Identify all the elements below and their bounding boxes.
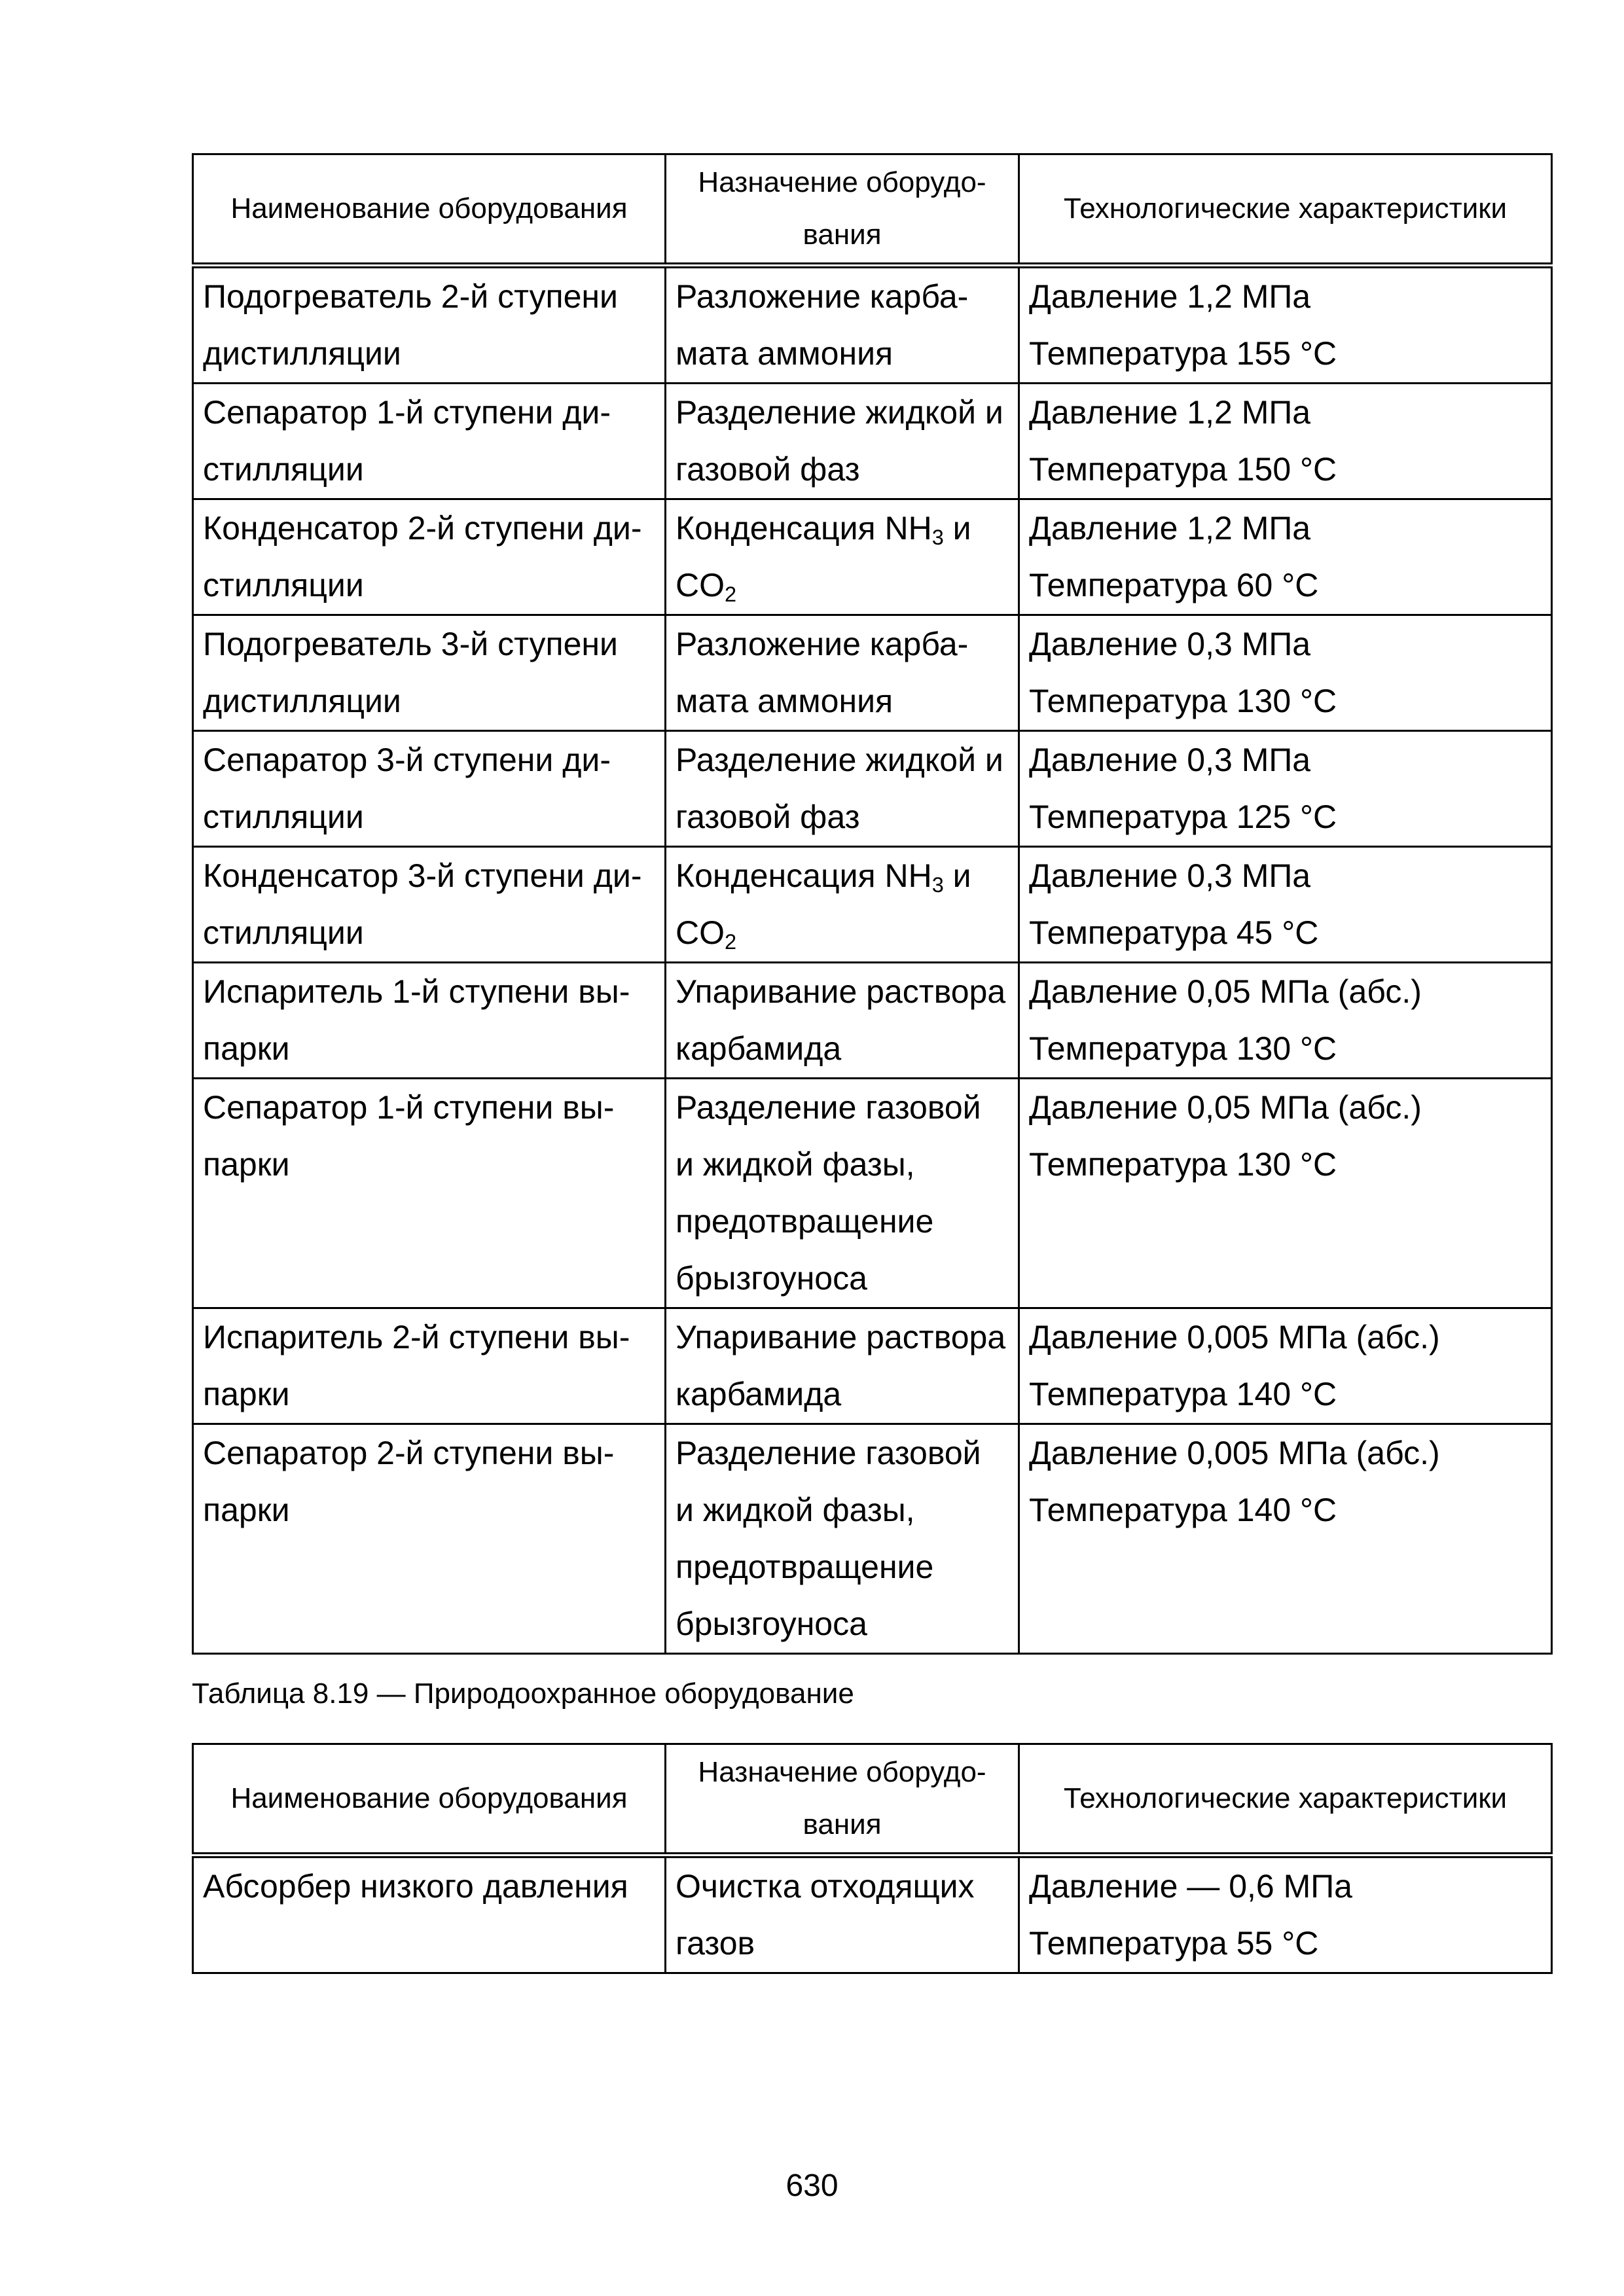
cell-line: Температура 130 °C	[1029, 1146, 1337, 1183]
cell-line: Абсорбер низкого давления	[203, 1868, 628, 1905]
cell-line: стилляции	[203, 914, 364, 951]
cell-line: Температура 150 °C	[1029, 451, 1337, 488]
table-row	[193, 963, 1552, 1079]
cell-line: Разложение карба-	[676, 278, 969, 315]
cell-line: Температура 45 °C	[1029, 914, 1319, 951]
cell-line: Разделение газовой	[676, 1089, 981, 1126]
equipment-name-cell	[193, 1856, 666, 1973]
cell-line: Давление 0,3 МПа	[1029, 742, 1311, 778]
page-number: 630	[785, 2168, 839, 2203]
equipment-name-cell	[193, 384, 666, 499]
equipment-name-cell	[193, 847, 666, 963]
cell-line: Сепаратор 2-й ступени вы-	[203, 1435, 615, 1471]
tech-specs-cell	[1019, 384, 1552, 499]
equipment-purpose-cell	[666, 384, 1019, 499]
cell-line: $CO_2$	[676, 914, 737, 954]
environmental-equipment-table-body	[193, 1856, 1552, 1973]
cell-line: карбамида	[676, 1376, 842, 1412]
equipment-table	[192, 153, 1553, 1655]
cell-line: Температура 130 °C	[1029, 1030, 1337, 1067]
cell-line: Сепаратор 3-й ступени ди-	[203, 742, 611, 778]
cell-line: брызгоуноса	[676, 1605, 867, 1642]
equipment-name-cell	[193, 1424, 666, 1654]
header-line: Технологические характеристики	[1063, 192, 1507, 224]
cell-line: газов	[676, 1925, 755, 1962]
header-line: Технологические характеристики	[1063, 1782, 1507, 1814]
tech-specs-cell	[1019, 615, 1552, 731]
cell-line: парки	[203, 1030, 290, 1067]
equipment-purpose-cell	[666, 499, 1019, 615]
tech-specs-cell	[1019, 963, 1552, 1079]
cell-line: Разделение газовой	[676, 1435, 981, 1471]
cell-line: дистилляции	[203, 335, 401, 372]
cell-line: Давление 0,3 МПа	[1029, 857, 1311, 894]
cell-line: Давление 0,005 МПа (абс.)	[1029, 1435, 1440, 1471]
table-header-row	[193, 1744, 1552, 1856]
tech-specs-cell	[1019, 1079, 1552, 1308]
cell-line: стилляции	[203, 451, 364, 488]
header-tech-specs	[1019, 1744, 1552, 1856]
header-equipment-name	[193, 154, 666, 266]
tech-specs-cell	[1019, 731, 1552, 847]
header-line: Назначение оборудо-	[698, 1756, 986, 1788]
table-row	[193, 266, 1552, 384]
equipment-purpose-cell	[666, 731, 1019, 847]
environmental-equipment-table	[192, 1743, 1553, 1974]
table-header-row	[193, 154, 1552, 266]
cell-line: дистилляции	[203, 683, 401, 719]
cell-line: карбамида	[676, 1030, 842, 1067]
table-row	[193, 615, 1552, 731]
tech-specs-cell	[1019, 499, 1552, 615]
equipment-purpose-cell	[666, 1308, 1019, 1424]
cell-line: Конденсация $NH_3$ и	[676, 510, 971, 550]
equipment-purpose-cell	[666, 1424, 1019, 1654]
cell-line: брызгоуноса	[676, 1260, 867, 1297]
table-row	[193, 1308, 1552, 1424]
cell-line: Разделение жидкой и	[676, 394, 1003, 431]
tech-specs-cell	[1019, 847, 1552, 963]
equipment-name-cell	[193, 266, 666, 384]
equipment-purpose-cell	[666, 963, 1019, 1079]
cell-line: $CO_2$	[676, 567, 737, 607]
tech-specs-cell	[1019, 1856, 1552, 1973]
equipment-name-cell	[193, 1079, 666, 1308]
cell-line: мата аммония	[676, 335, 893, 372]
header-equipment-purpose	[666, 154, 1019, 266]
tech-specs-cell	[1019, 266, 1552, 384]
cell-line: Сепаратор 1-й ступени вы-	[203, 1089, 615, 1126]
cell-line: Давление 1,2 МПа	[1029, 394, 1311, 431]
table-row	[193, 1079, 1552, 1308]
cell-line: Давление 0,05 МПа (абс.)	[1029, 1089, 1422, 1126]
cell-line: газовой фаз	[676, 798, 860, 835]
equipment-name-cell	[193, 1308, 666, 1424]
equipment-name-cell	[193, 499, 666, 615]
cell-line: Подогреватель 2-й ступени	[203, 278, 618, 315]
table-row	[193, 499, 1552, 615]
cell-line: Упаривание раствора	[676, 1319, 1006, 1355]
cell-line: Температура 60 °C	[1029, 567, 1319, 603]
header-tech-specs	[1019, 154, 1552, 266]
cell-line: парки	[203, 1492, 290, 1528]
cell-line: Температура 155 °C	[1029, 335, 1337, 372]
header-line: вания	[803, 219, 882, 251]
cell-line: Давление 1,2 МПа	[1029, 510, 1311, 547]
table-row	[193, 847, 1552, 963]
table-row	[193, 1424, 1552, 1654]
equipment-purpose-cell	[666, 266, 1019, 384]
cell-line: Давление 1,2 МПа	[1029, 278, 1311, 315]
table-caption: Таблица 8.19 — Природоохранное оборудование	[192, 1677, 854, 1710]
equipment-name-cell	[193, 963, 666, 1079]
equipment-purpose-cell	[666, 847, 1019, 963]
header-equipment-name	[193, 1744, 666, 1856]
equipment-table-body	[193, 266, 1552, 1654]
cell-line: Разделение жидкой и	[676, 742, 1003, 778]
table-row	[193, 384, 1552, 499]
equipment-purpose-cell	[666, 615, 1019, 731]
header-line: Назначение оборудо-	[698, 166, 986, 198]
cell-line: Конденсация $NH_3$ и	[676, 857, 971, 897]
header-line: вания	[803, 1808, 882, 1840]
equipment-name-cell	[193, 615, 666, 731]
tech-specs-cell	[1019, 1424, 1552, 1654]
cell-line: парки	[203, 1146, 290, 1183]
cell-line: Испаритель 1-й ступени вы-	[203, 973, 630, 1010]
cell-line: Упаривание раствора	[676, 973, 1006, 1010]
cell-line: Конденсатор 2-й ступени ди-	[203, 510, 642, 547]
cell-line: Подогреватель 3-й ступени	[203, 626, 618, 662]
cell-line: предотвращение	[676, 1203, 934, 1240]
cell-line: мата аммония	[676, 683, 893, 719]
cell-line: стилляции	[203, 567, 364, 603]
header-line: Наименование оборудования	[230, 192, 628, 224]
cell-line: Давление — 0,6 МПа	[1029, 1868, 1352, 1905]
header-equipment-purpose	[666, 1744, 1019, 1856]
cell-line: Конденсатор 3-й ступени ди-	[203, 857, 642, 894]
table-row	[193, 731, 1552, 847]
cell-line: Испаритель 2-й ступени вы-	[203, 1319, 630, 1355]
tech-specs-cell	[1019, 1308, 1552, 1424]
cell-line: Давление 0,05 МПа (абс.)	[1029, 973, 1422, 1010]
header-line: Наименование оборудования	[230, 1782, 628, 1814]
cell-line: Сепаратор 1-й ступени ди-	[203, 394, 611, 431]
equipment-purpose-cell	[666, 1079, 1019, 1308]
cell-line: Давление 0,005 МПа (абс.)	[1029, 1319, 1440, 1355]
cell-line: Температура 140 °C	[1029, 1376, 1337, 1412]
cell-line: стилляции	[203, 798, 364, 835]
cell-line: предотвращение	[676, 1549, 934, 1585]
equipment-name-cell	[193, 731, 666, 847]
cell-line: Температура 140 °C	[1029, 1492, 1337, 1528]
cell-line: Температура 125 °C	[1029, 798, 1337, 835]
equipment-purpose-cell	[666, 1856, 1019, 1973]
table-row	[193, 1856, 1552, 1973]
cell-line: Температура 130 °C	[1029, 683, 1337, 719]
cell-line: Очистка отходящих	[676, 1868, 975, 1905]
cell-line: Разложение карба-	[676, 626, 969, 662]
cell-line: парки	[203, 1376, 290, 1412]
cell-line: газовой фаз	[676, 451, 860, 488]
cell-line: и жидкой фазы,	[676, 1146, 915, 1183]
cell-line: Давление 0,3 МПа	[1029, 626, 1311, 662]
cell-line: Температура 55 °C	[1029, 1925, 1319, 1962]
cell-line: и жидкой фазы,	[676, 1492, 915, 1528]
